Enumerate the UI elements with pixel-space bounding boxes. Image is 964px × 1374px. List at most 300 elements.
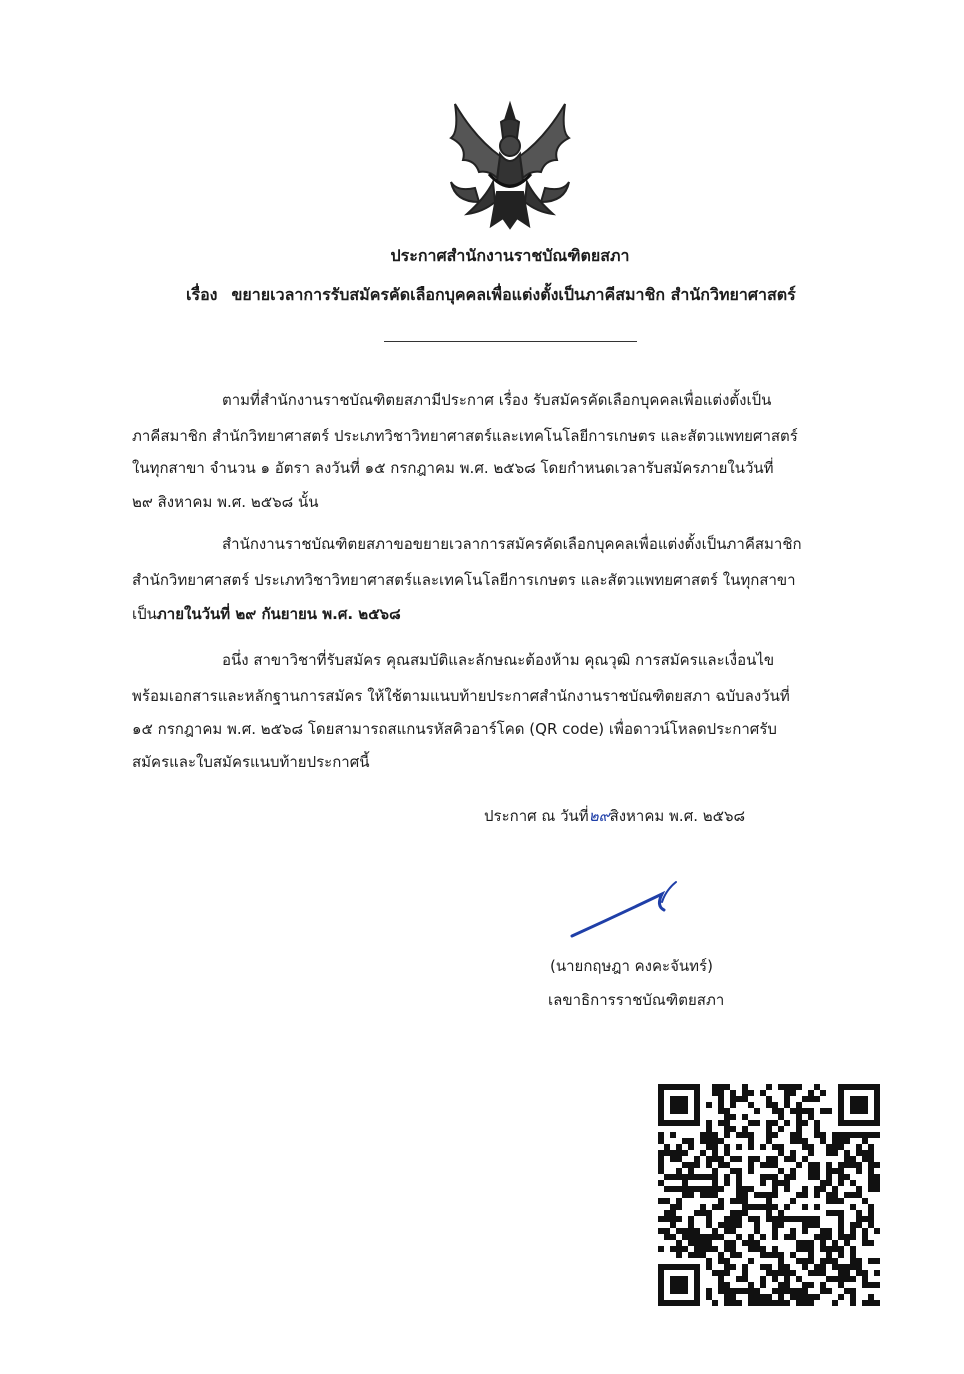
qr-module <box>802 1300 808 1306</box>
qr-module <box>838 1270 844 1276</box>
qr-module <box>676 1228 682 1234</box>
qr-module <box>784 1288 790 1294</box>
qr-module <box>694 1240 700 1246</box>
qr-module <box>700 1150 706 1156</box>
qr-module <box>820 1270 826 1276</box>
qr-module <box>874 1258 880 1264</box>
qr-module <box>670 1210 676 1216</box>
qr-module <box>658 1246 664 1252</box>
qr-module <box>724 1162 730 1168</box>
qr-module <box>724 1300 730 1306</box>
qr-module <box>796 1114 802 1120</box>
qr-module <box>736 1168 742 1174</box>
qr-module <box>730 1156 736 1162</box>
qr-module <box>754 1192 760 1198</box>
qr-module <box>820 1228 826 1234</box>
qr-module <box>784 1216 790 1222</box>
qr-module <box>724 1216 730 1222</box>
qr-module <box>838 1168 844 1174</box>
qr-module <box>820 1258 826 1264</box>
qr-module <box>856 1192 862 1198</box>
qr-module <box>820 1246 826 1252</box>
qr-module <box>754 1216 760 1222</box>
qr-module <box>670 1156 676 1162</box>
qr-module <box>778 1150 784 1156</box>
qr-module <box>802 1258 808 1264</box>
qr-module <box>826 1162 832 1168</box>
qr-module <box>658 1180 664 1186</box>
qr-module <box>688 1144 694 1150</box>
qr-module <box>766 1210 772 1216</box>
qr-module <box>772 1228 778 1234</box>
qr-module <box>760 1246 766 1252</box>
qr-module <box>784 1156 790 1162</box>
qr-module <box>856 1222 862 1228</box>
qr-module <box>826 1228 832 1234</box>
qr-module <box>694 1186 700 1192</box>
qr-module <box>838 1246 844 1252</box>
qr-module <box>868 1150 874 1156</box>
qr-module <box>772 1270 778 1276</box>
qr-module <box>778 1144 784 1150</box>
qr-module <box>766 1300 772 1306</box>
qr-module <box>742 1084 748 1090</box>
qr-module <box>784 1276 790 1282</box>
qr-module <box>808 1168 814 1174</box>
qr-module <box>832 1246 838 1252</box>
qr-module <box>766 1162 772 1168</box>
qr-module <box>760 1294 766 1300</box>
qr-module <box>712 1084 718 1090</box>
qr-module <box>826 1210 832 1216</box>
qr-module <box>730 1216 736 1222</box>
qr-module <box>676 1150 682 1156</box>
qr-module <box>754 1120 760 1126</box>
qr-module <box>868 1294 874 1300</box>
qr-module <box>778 1222 784 1228</box>
qr-module <box>706 1144 712 1150</box>
qr-module <box>796 1258 802 1264</box>
qr-module <box>682 1186 688 1192</box>
qr-module <box>676 1204 682 1210</box>
qr-module <box>688 1138 694 1144</box>
qr-module <box>874 1174 880 1180</box>
qr-module <box>850 1132 856 1138</box>
qr-module <box>736 1288 742 1294</box>
qr-module <box>682 1234 688 1240</box>
qr-module <box>688 1168 694 1174</box>
qr-module <box>814 1132 820 1138</box>
qr-module <box>736 1198 742 1204</box>
qr-module <box>832 1186 838 1192</box>
qr-module <box>706 1294 712 1300</box>
qr-module <box>748 1300 754 1306</box>
qr-module <box>820 1180 826 1186</box>
qr-module <box>856 1168 862 1174</box>
qr-module <box>712 1270 718 1276</box>
qr-module <box>724 1174 730 1180</box>
qr-module <box>838 1174 844 1180</box>
qr-module <box>670 1216 676 1222</box>
qr-module <box>802 1288 808 1294</box>
qr-module <box>736 1276 742 1282</box>
qr-module <box>694 1252 700 1258</box>
qr-module <box>676 1252 682 1258</box>
qr-module <box>808 1294 814 1300</box>
qr-module <box>820 1288 826 1294</box>
qr-module <box>724 1240 730 1246</box>
qr-module <box>724 1180 730 1186</box>
qr-module <box>700 1186 706 1192</box>
qr-module <box>736 1096 742 1102</box>
qr-module <box>736 1300 742 1306</box>
qr-module <box>832 1144 838 1150</box>
qr-module <box>856 1162 862 1168</box>
qr-module <box>712 1132 718 1138</box>
qr-module <box>718 1288 724 1294</box>
qr-module <box>724 1084 730 1090</box>
qr-module <box>790 1168 796 1174</box>
paragraph3-line: พร้อมเอกสารและหลักฐานการสมัคร ให้ใช้ตามแนบท้ายประกาศสำนักงานราชบัณฑิตยสภา ฉบับลงวันที่ <box>132 687 790 705</box>
qr-module <box>796 1084 802 1090</box>
qr-module <box>796 1126 802 1132</box>
qr-module <box>868 1282 874 1288</box>
qr-module <box>760 1174 766 1180</box>
qr-module <box>736 1174 742 1180</box>
qr-module <box>856 1270 862 1276</box>
qr-module <box>820 1282 826 1288</box>
qr-module <box>838 1216 844 1222</box>
qr-module <box>856 1210 862 1216</box>
qr-module <box>796 1102 802 1108</box>
qr-module <box>676 1144 682 1150</box>
qr-module <box>760 1180 766 1186</box>
qr-module <box>730 1168 736 1174</box>
qr-module <box>742 1264 748 1270</box>
qr-module <box>814 1120 820 1126</box>
qr-module <box>724 1114 730 1120</box>
qr-module <box>844 1234 850 1240</box>
qr-module <box>730 1264 736 1270</box>
qr-module <box>730 1210 736 1216</box>
qr-module <box>712 1150 718 1156</box>
qr-module <box>790 1108 796 1114</box>
qr-module <box>670 1150 676 1156</box>
qr-module <box>814 1096 820 1102</box>
qr-module <box>766 1294 772 1300</box>
paragraph2-deadline-line <box>132 604 401 624</box>
qr-module <box>700 1246 706 1252</box>
qr-module <box>790 1270 796 1276</box>
qr-module <box>784 1282 790 1288</box>
qr-module <box>814 1216 820 1222</box>
qr-module <box>664 1228 670 1234</box>
qr-module <box>820 1132 826 1138</box>
qr-module <box>820 1234 826 1240</box>
qr-code[interactable] <box>658 1084 880 1306</box>
qr-module <box>730 1102 736 1108</box>
qr-module <box>718 1102 724 1108</box>
qr-module <box>832 1264 838 1270</box>
qr-module <box>718 1204 724 1210</box>
qr-module <box>778 1084 784 1090</box>
qr-module <box>814 1186 820 1192</box>
qr-module <box>700 1132 706 1138</box>
qr-module <box>820 1090 826 1096</box>
qr-module <box>826 1108 832 1114</box>
qr-module <box>748 1186 754 1192</box>
qr-module <box>874 1186 880 1192</box>
qr-module <box>784 1270 790 1276</box>
qr-module <box>754 1204 760 1210</box>
qr-module <box>700 1210 706 1216</box>
qr-module <box>772 1216 778 1222</box>
qr-module <box>658 1228 664 1234</box>
qr-module <box>682 1228 688 1234</box>
qr-module <box>874 1162 880 1168</box>
qr-module <box>664 1150 670 1156</box>
qr-module <box>862 1300 868 1306</box>
qr-module <box>718 1276 724 1282</box>
qr-module <box>808 1108 814 1114</box>
qr-module <box>766 1084 772 1090</box>
qr-module <box>820 1186 826 1192</box>
paragraph1-line: ตามที่สำนักงานราชบัณฑิตยสภามีประกาศ เรื่อง รับสมัครคัดเลือกบุคคลเพื่อแต่งตั้งเป็น <box>222 391 772 409</box>
qr-module <box>778 1294 784 1300</box>
qr-module <box>694 1234 700 1240</box>
qr-module <box>844 1138 850 1144</box>
qr-module <box>844 1132 850 1138</box>
qr-module <box>832 1210 838 1216</box>
qr-module <box>688 1252 694 1258</box>
qr-module <box>802 1096 808 1102</box>
qr-module <box>874 1228 880 1234</box>
qr-module <box>856 1144 862 1150</box>
qr-module <box>838 1162 844 1168</box>
qr-module <box>676 1216 682 1222</box>
qr-module <box>724 1144 730 1150</box>
qr-module <box>724 1246 730 1252</box>
qr-module <box>718 1282 724 1288</box>
qr-module <box>760 1264 766 1270</box>
qr-module <box>760 1252 766 1258</box>
qr-module <box>712 1204 718 1210</box>
qr-module <box>676 1156 682 1162</box>
signature <box>566 872 686 944</box>
qr-module <box>868 1132 874 1138</box>
qr-module <box>718 1096 724 1102</box>
qr-module <box>706 1174 712 1180</box>
qr-module <box>838 1282 844 1288</box>
qr-module <box>778 1288 784 1294</box>
qr-module <box>712 1174 718 1180</box>
qr-module <box>682 1162 688 1168</box>
qr-module <box>724 1282 730 1288</box>
qr-module <box>772 1144 778 1150</box>
qr-module <box>682 1246 688 1252</box>
qr-module <box>658 1198 664 1204</box>
qr-module <box>730 1090 736 1096</box>
qr-module <box>796 1192 802 1198</box>
qr-module <box>826 1192 832 1198</box>
qr-module <box>814 1168 820 1174</box>
qr-module <box>832 1168 838 1174</box>
qr-module <box>730 1222 736 1228</box>
qr-module <box>772 1156 778 1162</box>
qr-module <box>820 1264 826 1270</box>
qr-module <box>742 1186 748 1192</box>
qr-module <box>826 1276 832 1282</box>
qr-module <box>856 1216 862 1222</box>
qr-module <box>832 1258 838 1264</box>
qr-module <box>784 1174 790 1180</box>
qr-module <box>808 1258 814 1264</box>
qr-module <box>658 1168 664 1174</box>
qr-module <box>748 1168 754 1174</box>
announcement-subject <box>186 283 836 308</box>
qr-module <box>694 1210 700 1216</box>
qr-module <box>802 1228 808 1234</box>
qr-module <box>802 1186 808 1192</box>
qr-module <box>814 1204 820 1210</box>
qr-module <box>760 1204 766 1210</box>
qr-module <box>844 1192 850 1198</box>
qr-module <box>856 1132 862 1138</box>
qr-module <box>772 1204 778 1210</box>
qr-module <box>832 1150 838 1156</box>
qr-module <box>742 1204 748 1210</box>
qr-module <box>826 1174 832 1180</box>
qr-module <box>862 1150 868 1156</box>
qr-module <box>790 1294 796 1300</box>
qr-module <box>862 1138 868 1144</box>
qr-module <box>868 1300 874 1306</box>
qr-module <box>706 1234 712 1240</box>
qr-module <box>688 1240 694 1246</box>
qr-module <box>838 1132 844 1138</box>
qr-module <box>838 1264 844 1270</box>
qr-module <box>706 1102 712 1108</box>
qr-module <box>712 1234 718 1240</box>
qr-module <box>784 1120 790 1126</box>
qr-module <box>814 1264 820 1270</box>
qr-module <box>724 1270 730 1276</box>
qr-module <box>718 1090 724 1096</box>
qr-module <box>772 1120 778 1126</box>
qr-module <box>730 1288 736 1294</box>
qr-module <box>862 1276 868 1282</box>
qr-module <box>802 1108 808 1114</box>
qr-module <box>706 1288 712 1294</box>
qr-module <box>808 1096 814 1102</box>
qr-module <box>706 1210 712 1216</box>
qr-module <box>712 1186 718 1192</box>
qr-module <box>778 1114 784 1120</box>
qr-module <box>742 1114 748 1120</box>
qr-module <box>718 1258 724 1264</box>
qr-module <box>784 1180 790 1186</box>
qr-module <box>856 1258 862 1264</box>
qr-module <box>688 1174 694 1180</box>
qr-module <box>844 1150 850 1156</box>
qr-module <box>862 1198 868 1204</box>
qr-module <box>862 1132 868 1138</box>
qr-module <box>796 1138 802 1144</box>
qr-module <box>802 1264 808 1270</box>
qr-module <box>838 1144 844 1150</box>
qr-module <box>664 1186 670 1192</box>
qr-module <box>670 1222 676 1228</box>
qr-module <box>724 1126 730 1132</box>
qr-module <box>850 1204 856 1210</box>
qr-module <box>736 1144 742 1150</box>
qr-module <box>850 1300 856 1306</box>
qr-module <box>802 1138 808 1144</box>
qr-module <box>826 1144 832 1150</box>
qr-module <box>706 1192 712 1198</box>
qr-module <box>694 1174 700 1180</box>
qr-module <box>706 1222 712 1228</box>
qr-module <box>700 1234 706 1240</box>
qr-module <box>790 1150 796 1156</box>
qr-module <box>802 1216 808 1222</box>
qr-module <box>814 1126 820 1132</box>
qr-module <box>712 1246 718 1252</box>
qr-module <box>850 1252 856 1258</box>
qr-module <box>772 1246 778 1252</box>
qr-module <box>790 1138 796 1144</box>
qr-module <box>760 1282 766 1288</box>
date-prefix: ประกาศ ณ วันที่ <box>484 807 589 825</box>
qr-module <box>808 1162 814 1168</box>
paragraph3-line: อนึ่ง สาขาวิชาที่รับสมัคร คุณสมบัติและลักษณะต้องห้าม คุณวุฒิ การสมัครและเงื่อนไข <box>222 651 775 669</box>
qr-module <box>820 1138 826 1144</box>
qr-module <box>676 1186 682 1192</box>
qr-module <box>712 1138 718 1144</box>
qr-module <box>784 1264 790 1270</box>
qr-module <box>784 1300 790 1306</box>
qr-module <box>718 1198 724 1204</box>
qr-module <box>784 1234 790 1240</box>
qr-module <box>664 1174 670 1180</box>
qr-module <box>772 1186 778 1192</box>
qr-module <box>736 1132 742 1138</box>
qr-module <box>748 1102 754 1108</box>
qr-module <box>778 1270 784 1276</box>
qr-module <box>802 1240 808 1246</box>
qr-module <box>766 1174 772 1180</box>
qr-module <box>706 1132 712 1138</box>
qr-module <box>802 1222 808 1228</box>
qr-module <box>808 1216 814 1222</box>
qr-module <box>664 1234 670 1240</box>
qr-module <box>862 1282 868 1288</box>
qr-module <box>760 1234 766 1240</box>
qr-module <box>850 1234 856 1240</box>
qr-module <box>790 1132 796 1138</box>
qr-module <box>802 1294 808 1300</box>
qr-module <box>748 1282 754 1288</box>
qr-module <box>790 1156 796 1162</box>
paragraph3-line: ๑๕ กรกฎาคม พ.ศ. ๒๕๖๘ โดยสามารถสแกนรหัสคิวอาร์โคด (QR code) เพื่อดาวน์โหลดประกาศรับ <box>132 720 777 738</box>
qr-module <box>850 1288 856 1294</box>
qr-module <box>742 1132 748 1138</box>
qr-module <box>802 1204 808 1210</box>
qr-module <box>808 1240 814 1246</box>
qr-module <box>850 1294 856 1300</box>
qr-module <box>868 1168 874 1174</box>
qr-module <box>778 1252 784 1258</box>
